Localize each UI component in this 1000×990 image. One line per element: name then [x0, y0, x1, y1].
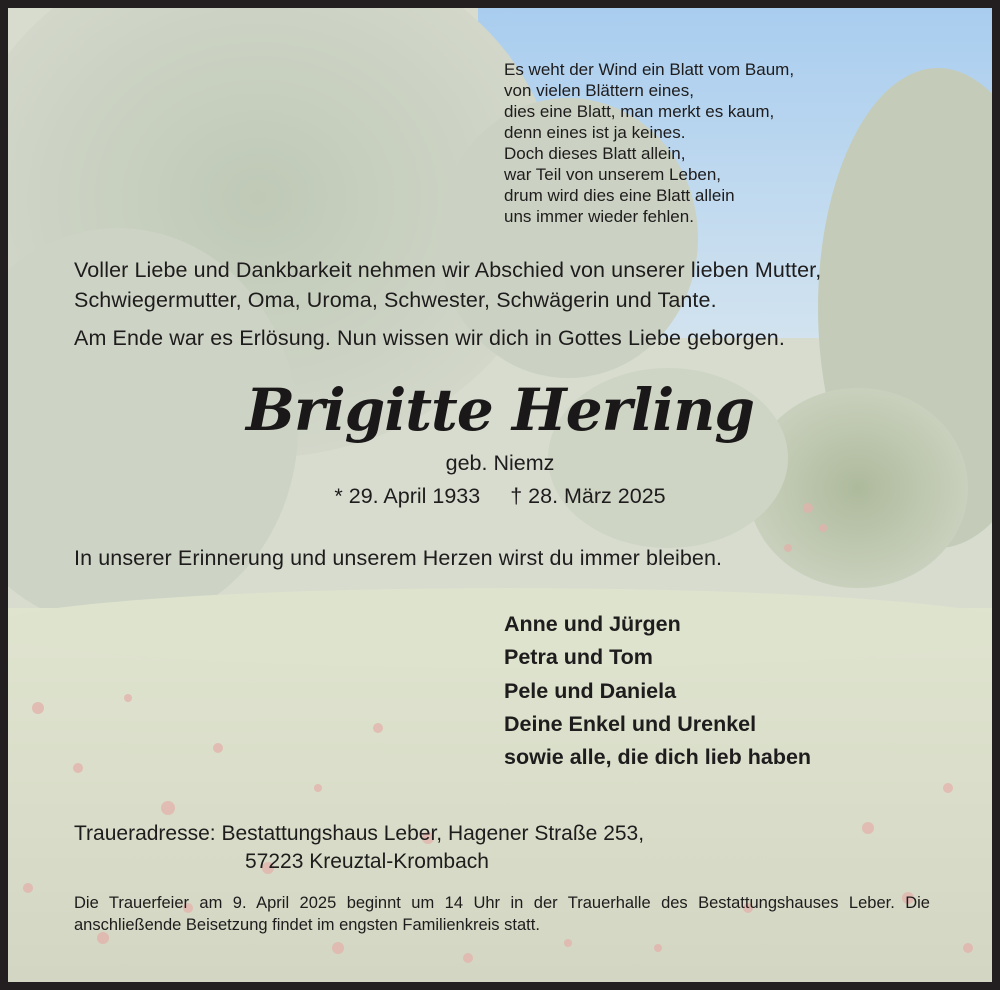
- poem-line: war Teil von unserem Leben,: [504, 165, 722, 184]
- ceremony-info: Die Trauerfeier am 9. April 2025 beginnt um 14 Uhr in der Trauerhalle des Bestattungshauses Leber. Die anschließende Beisetzung findet im engsten Familienkreis statt.: [74, 894, 930, 934]
- intro-line-2: Schwiegermutter, Oma, Uroma, Schwester, Schwägerin und Tante.: [74, 288, 717, 312]
- poem-line: dies eine Blatt, man merkt es kaum,: [504, 102, 775, 121]
- poem-line: drum wird dies eine Blatt allein: [504, 186, 735, 205]
- death-date: † 28. März 2025: [510, 484, 666, 508]
- mourner-entry: Pele und Daniela: [504, 678, 677, 703]
- poem-line: Doch dieses Blatt allein,: [504, 144, 686, 163]
- poem: [504, 59, 794, 227]
- mourning-address: [74, 820, 644, 876]
- maiden-name: geb. Niemz: [445, 451, 555, 475]
- poem-line: von vielen Blättern eines,: [504, 81, 694, 100]
- intro-line-3: Am Ende war es Erlösung. Nun wissen wir dich in Gottes Liebe geborgen.: [74, 326, 785, 350]
- mourner-entry: Petra und Tom: [504, 645, 653, 670]
- deceased-name: Brigitte Herling: [246, 376, 754, 444]
- memory-line: In unserer Erinnerung und unserem Herzen wirst du immer bleiben.: [74, 546, 723, 570]
- poem-line: uns immer wieder fehlen.: [504, 207, 694, 226]
- address-line: Traueradresse: Bestattungshaus Leber, Hagener Straße 253,: [74, 822, 645, 845]
- birth-date: * 29. April 1933: [334, 484, 481, 508]
- mourner-entry: Deine Enkel und Urenkel: [504, 711, 757, 736]
- mourner-entry: Anne und Jürgen: [504, 612, 681, 636]
- life-dates: [8, 484, 992, 509]
- mourners-list: [504, 608, 811, 774]
- poem-line: denn eines ist ja keines.: [504, 123, 686, 142]
- address-city: 57223 Kreuztal-Krombach: [245, 850, 489, 873]
- poem-line: Es weht der Wind ein Blatt vom Baum,: [504, 60, 795, 79]
- intro-line-1: Voller Liebe und Dankbarkeit nehmen wir Abschied von unserer lieben Mutter,: [74, 258, 822, 282]
- mourner-entry: sowie alle, die dich lieb haben: [504, 745, 812, 770]
